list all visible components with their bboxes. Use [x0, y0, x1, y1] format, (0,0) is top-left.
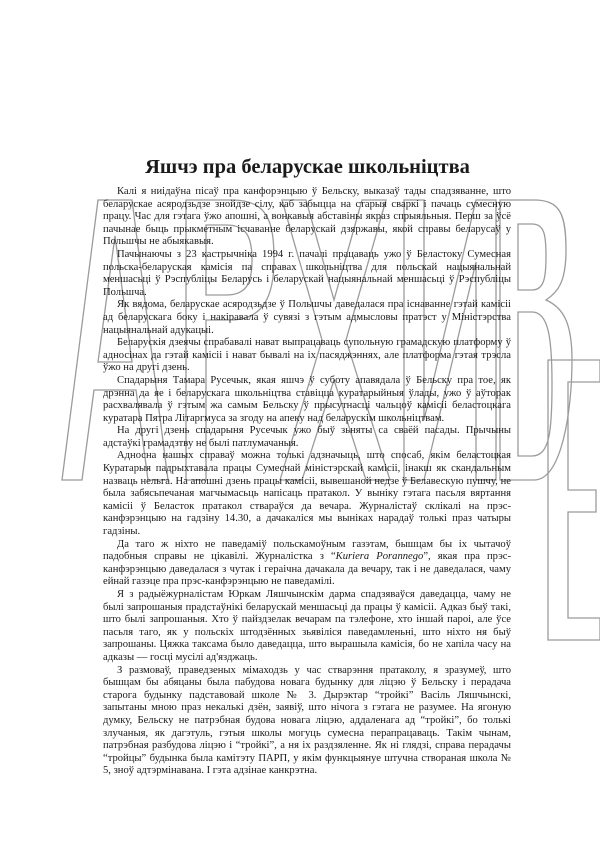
paragraph-text: ”, якая пра прэс-канфэрэнцыю даведалася з чутак і гераічна дачакала да вечару, так і не даведалася, чаму ейнай газэце пра прэс-канфэрэнцыю не паведамілі. — [103, 551, 512, 588]
watermark-letter-e — [548, 360, 600, 640]
article-paragraph: Беларускія дзеячы спрабавалі нават выпрацаваць супольную грамадскую платформу ў адносінах да гэтай камісіі і нават бывалі на іх пасяджэннях, але платформа гэтая трэсла ўжо на другі дзень. — [103, 337, 511, 374]
article-paragraph: Як вядома, беларускае асяродзьдзе ў Польшчы даведалася пра існаванне гэтай камісіі ад беларускага боку і накіравала ў сувязі з гэтым адмысловы пратэст у Міністэрства нацыянальнай адукацыі. — [103, 299, 511, 336]
newspaper-name: Kuriera Porannego — [335, 551, 424, 563]
article-paragraph: З размоваў, праведзеных мімаходзь у час стварэння пратаколу, я зразумеў, што бышцам бы абяцаны была пабудова новага будынку для ліцэю ў Бельску і перадача старога будынку падставовай школе № 3. Дырэктар “тройкі” Васіль Ляшчынскі, запытаны мною праз некалькі дзён, заявіў, што нічога з гэтага не разумее. На ягоную думку, Бельску не патрэбная будова новага ліцэю, аддаленага ад “тройкі”, бо толькі злучаныя, як дагэтуль, гэтыя школы могуць сумесна перапрацаваць. Такім чынам, патрэбная разбудова ліцэю і “тройкі”, а ня іх раздзяленне. Як ні глядзі, справа перадачы “тройцы” будынка была камітэту ПАРП, у якім функцыянуе штучна створаная школа № 5, зноў адтэрмінавана. І гэта адзінае канкрэтна. — [103, 664, 511, 777]
article-title: Яшчэ пра беларускае школьніцтва — [145, 156, 470, 178]
article-paragraph: Я з радыёжурналістам Юркам Ляшчынскім дарма спадзяваўся даведацца, чаму не былі запрошаныя прадстаўнікі беларускай меншасьці да працы ў камісіі. Адказ быў такі, што былі запрошаныя. Хто ў пайздзелак вечарам па тэлефоне, хто іншай пароі, але ўсе пасьля таго, як у польскіх штодзённых зьявіліся паведамленьні, што ніхто ня быў запрошаны. Цяжка таксама было даведацца, што вырашыла камісія, бо не хапіла часу на адказы — госці мусілі ад'язджаць. — [103, 589, 511, 663]
article-paragraph: Калі я ниідаўна пісаў пра канфорэнцыю ў Бельску, выказаў тады спадзяванне, што беларускае асяродзьдзе знойдзе сілу, каб забыцца на старыя сваркі і пачаць сумесную працу. Час для гэтага ўжо апошні, а вонкавыя абставіны якраз спрыяльныя. Перш за ўсё пачынае быць прыкметным ісчаванне беларускай дзяржавы, якой справы беларусаў у Польшчы не абыякавыя. — [103, 186, 511, 248]
article-paragraph — [103, 539, 511, 589]
article-paragraph: Пачынаючы з 23 кастрычніка 1994 г. пачалі працаваць ужо ў Беластоку Сумесная польска-беларуская камісія па справах школьніцтва для польскай нацыянальнай меншасьці ў Рэспубліцы Беларусь і беларускай нацыянальнай меншасьці ў Рэспубліцы Польшча. — [103, 248, 511, 298]
paragraph-text: Да таго ж ніхто не паведаміў польскамоўным газэтам, бышцам бы іх чытачоў падобныя справы не цікавілі. Журналістка з “ — [103, 538, 511, 563]
article-body — [103, 186, 511, 778]
article-paragraph: Спадарыня Тамара Русечык, якая яшчэ ў суботу апавядала ў Бельску пра тое, як дрэнна да яе і беларускага школьніцтва ставіцца куратарыйныя ўлады, ужо ў аўторак расхвалявала ў гэтым жа самым Бельску ў прысутнасці чальцоў камісіі беластоцкага куратара Пятра Літаргмуса за згоду на апеку над беларускім школьніцтвам. — [103, 374, 511, 424]
article-paragraph: Адносна нашых справаў можна толькі адзначыць, што спосаб, якім беластоцкая Куратарыя падрыхтавала працы Сумеснай міністэрскай камісіі, інакш як скандальным назваць нельга. На апошні дзень працы камісіі, вывешаной недзе ў Белавескую пушчу, не была забясьпечаная магчымасьць напісаць пратакол. У выніку гэтага пасьля вяртання камісіі ў Беласток пратакол ствараўся да вечара. Журналістаў склікалі на прэс-канфэрэнцыю на гадзіну 14.30, а дачакаліся мы выніках нарадаў толькі праз чатыры гадзіны. — [103, 450, 511, 538]
article-paragraph: На другі дзень спадарыня Русечык ужо быў зьняты са сваёй пасады. Прычыны адстаўкі грамадзтву не былі патлумачаныя. — [103, 425, 511, 449]
